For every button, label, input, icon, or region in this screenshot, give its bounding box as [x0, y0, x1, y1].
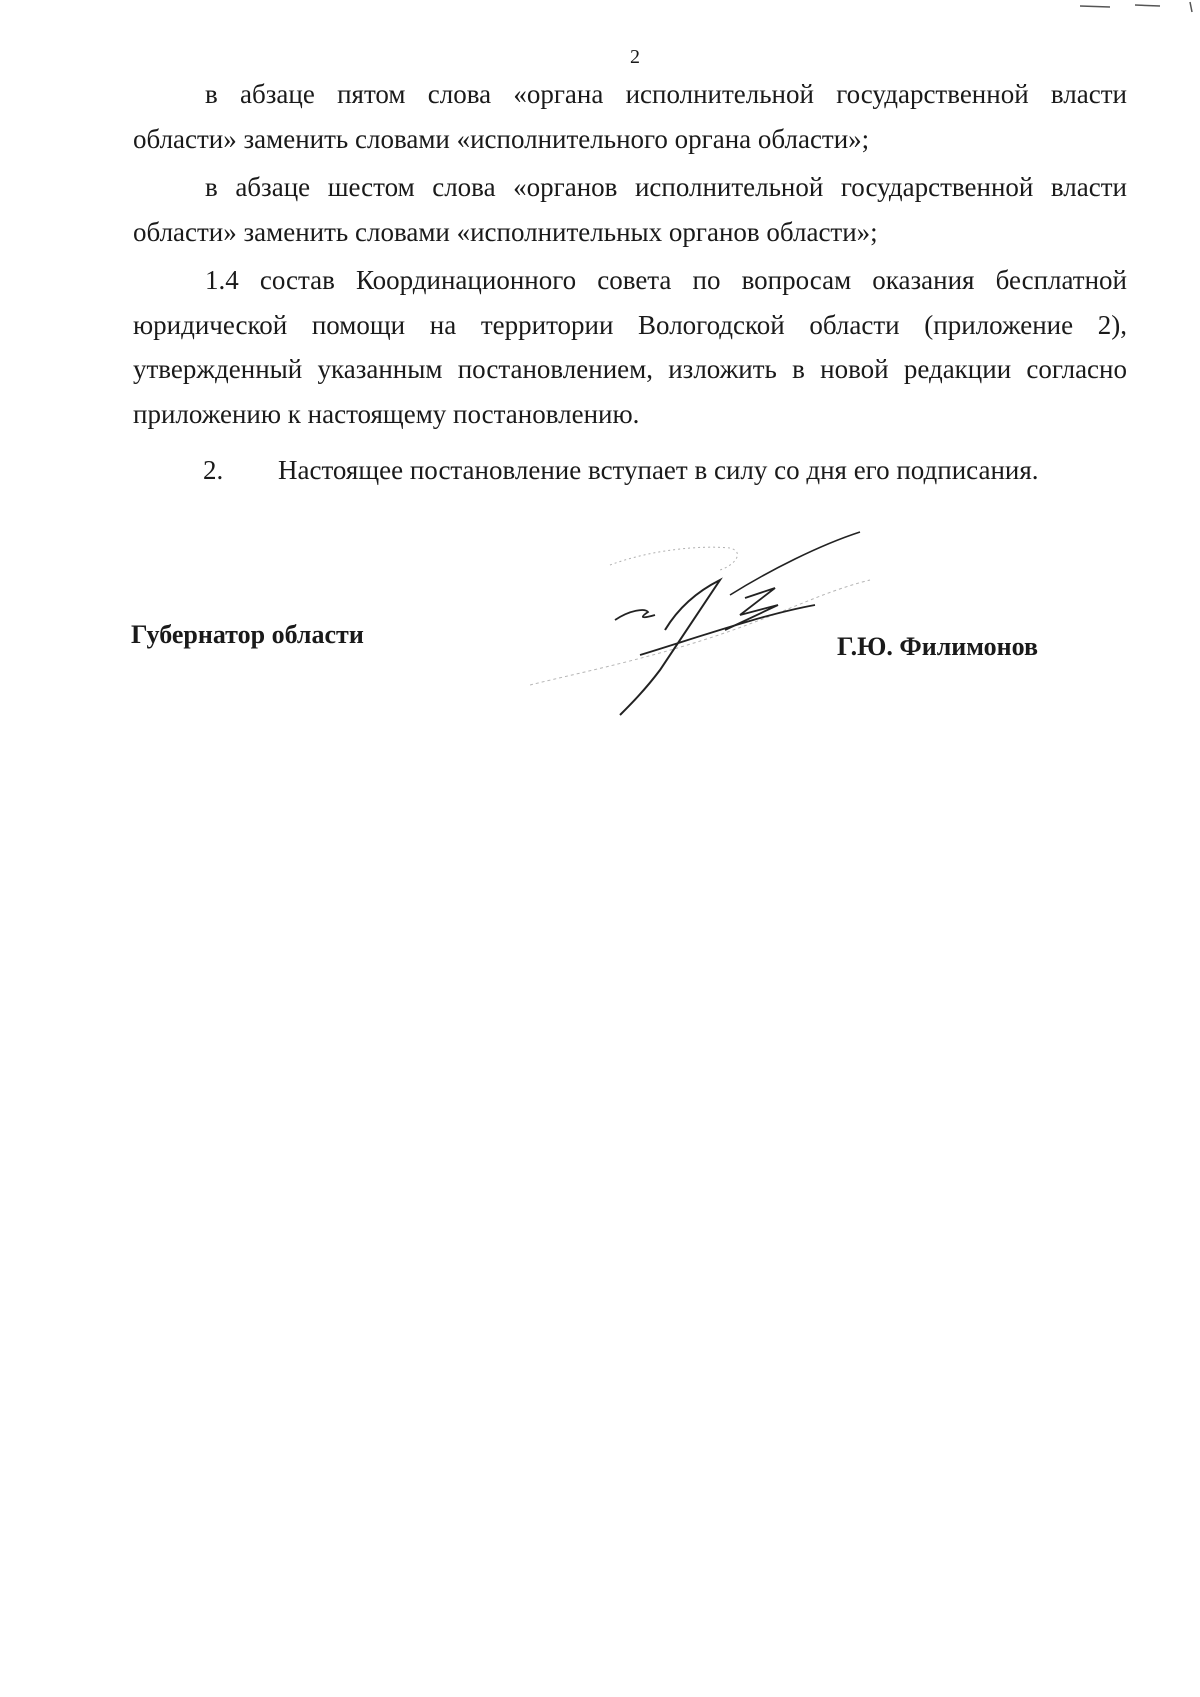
document-body: [133, 72, 1127, 440]
paragraph-abzats-6: в абзаце шестом слова «органов исполнительной государственной власти области» заменить словами «исполнительных органов области»;: [133, 172, 1127, 247]
handwritten-signature: [530, 520, 950, 720]
clause-2-number: 2.: [203, 455, 224, 485]
signatory-name: Г.Ю. Филимонов: [837, 632, 1039, 661]
clause-2: [203, 455, 1039, 486]
scan-edge-mark: [1040, 0, 1200, 14]
paragraph-abzats-5: в абзаце пятом слова «органа исполнительной государственной власти области» заменить словами «исполнительного органа области»;: [133, 79, 1127, 154]
signatory-title: Губернатор области: [131, 620, 364, 649]
clause-2-text: Настоящее постановление вступает в силу со дня его подписания.: [278, 455, 1039, 485]
paragraph-1-4: 1.4 состав Координационного совета по вопросам оказания бесплатной юридической помощи на территории Вологодской области (приложение 2), утвержденный указанным постановлением, изложить в новой редакции согласно приложению к настоящему постановлению.: [133, 265, 1127, 429]
page-number: 2: [630, 46, 640, 68]
